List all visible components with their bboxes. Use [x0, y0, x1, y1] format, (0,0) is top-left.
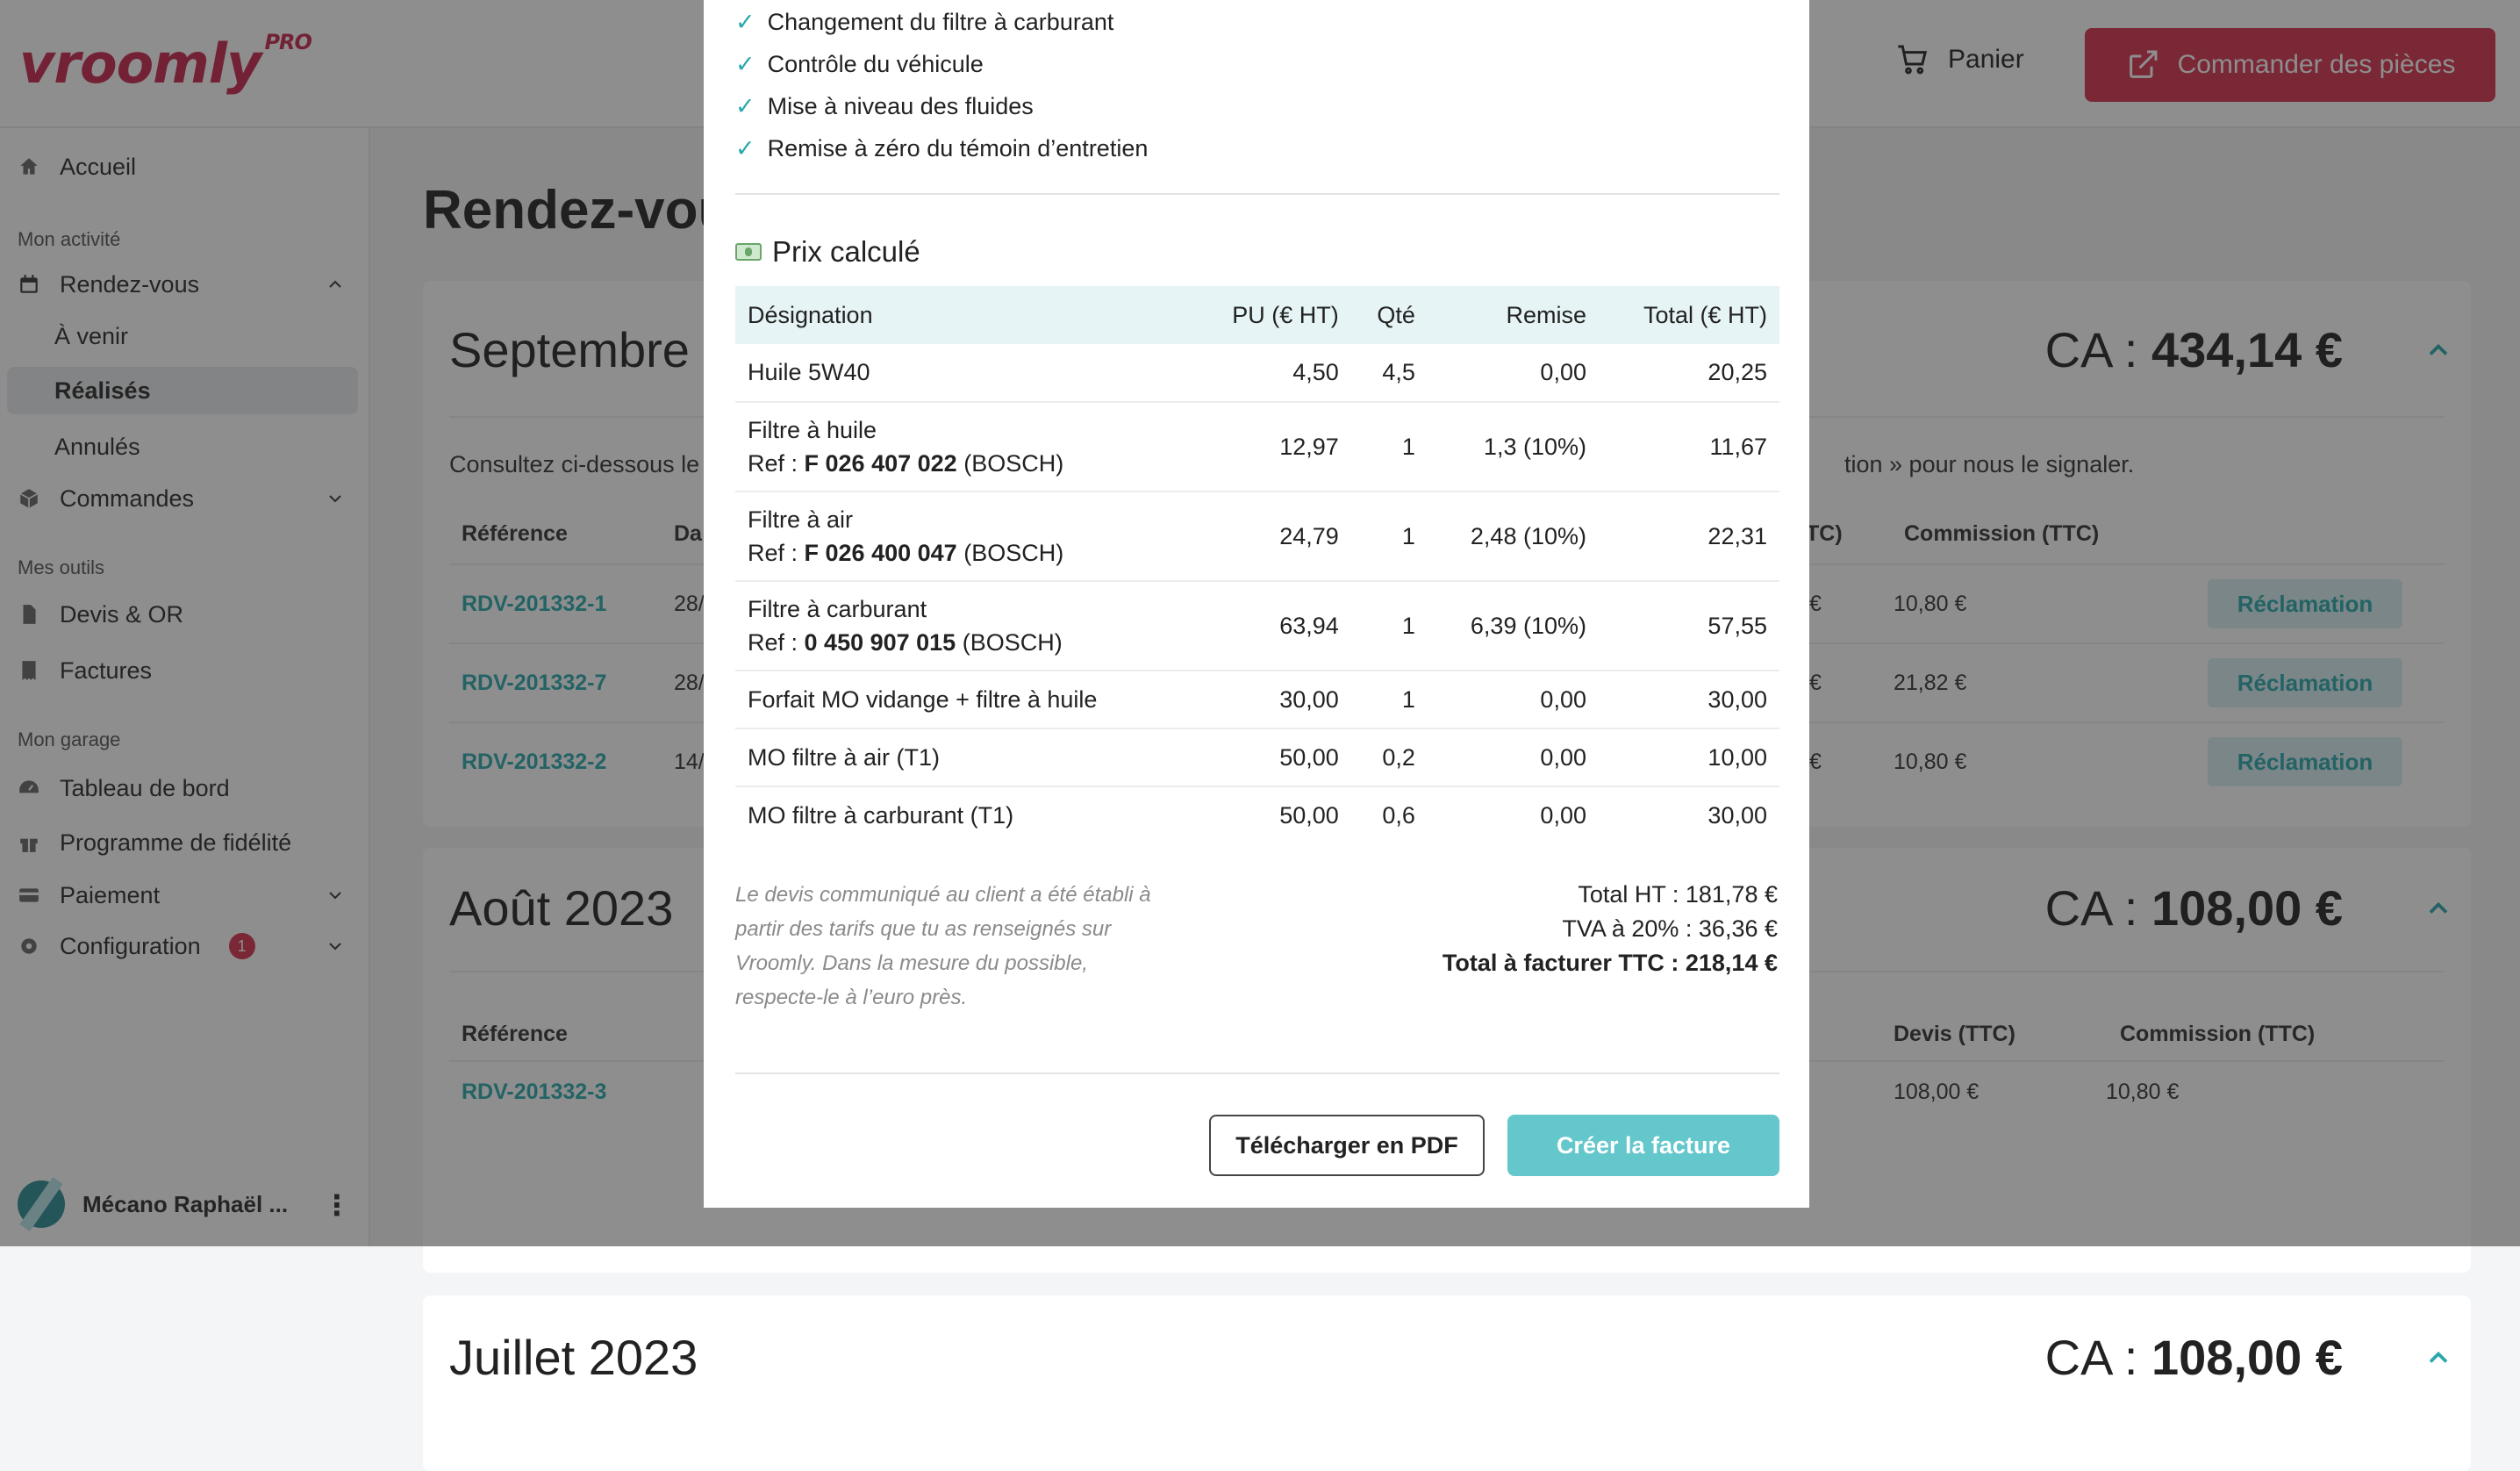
line-designation: Huile 5W40: [735, 344, 1192, 402]
column-header-discount: Remise: [1428, 286, 1599, 344]
checklist-item: ✓ Remise à zéro du témoin d’entretien: [735, 135, 1149, 161]
line-unit-price: 12,97: [1192, 402, 1351, 492]
line-unit-price: 4,50: [1192, 344, 1351, 402]
checklist-item: ✓ Changement du filtre à carburant: [735, 9, 1114, 35]
line-discount: 6,39 (10%): [1428, 581, 1599, 671]
line-total: 30,00: [1599, 671, 1779, 728]
line-total: 57,55: [1599, 581, 1779, 671]
line-unit-price: 24,79: [1192, 492, 1351, 581]
line-quantity: 4,5: [1351, 344, 1428, 402]
check-icon: ✓: [735, 135, 755, 161]
checklist-item: ✓ Mise à niveau des fluides: [735, 93, 1034, 119]
total-ht: Total HT : 181,78 €: [1578, 881, 1778, 908]
divider: [735, 193, 1779, 195]
column-header-quantity: Qté: [1351, 286, 1428, 344]
table-row: [735, 581, 1779, 671]
table-row: [735, 492, 1779, 581]
price-section-title: Prix calculé: [735, 235, 920, 269]
total-ttc: Total à facturer TTC : 218,14 €: [1442, 950, 1778, 976]
price-table: [735, 286, 1779, 844]
line-discount: 0,00: [1428, 728, 1599, 786]
line-total: 22,31: [1599, 492, 1779, 581]
part-reference: Ref : 0 450 907 015 (BOSCH): [748, 629, 1063, 656]
create-invoice-button[interactable]: Créer la facture: [1507, 1115, 1779, 1176]
line-quantity: 1: [1351, 492, 1428, 581]
check-icon: ✓: [735, 9, 755, 35]
part-reference: Ref : F 026 407 022 (BOSCH): [748, 450, 1064, 477]
line-quantity: 1: [1351, 671, 1428, 728]
totals-block: [1443, 878, 1778, 980]
line-discount: 0,00: [1540, 802, 1586, 829]
line-designation: MO filtre à carburant (T1): [748, 802, 1014, 829]
quote-disclaimer: Le devis communiqué au client a été établi à partir des tarifs que tu as renseignés sur Vroomly. Dans la mesure du possible, respecte-le à l’euro près.: [735, 883, 1151, 1009]
table-row: [735, 402, 1779, 492]
table-row: [735, 728, 1779, 786]
column-header-designation: Désignation: [735, 286, 1192, 344]
line-quantity: 0,6: [1382, 802, 1415, 829]
line-designation: MO filtre à air (T1): [735, 728, 1192, 786]
line-unit-price: 50,00: [1279, 802, 1339, 829]
line-discount: 0,00: [1428, 671, 1599, 728]
line-total: 20,25: [1599, 344, 1779, 402]
line-quantity: 1: [1351, 581, 1428, 671]
table-header-row: [735, 286, 1779, 344]
check-icon: ✓: [735, 51, 755, 77]
line-unit-price: 63,94: [1192, 581, 1351, 671]
check-icon: ✓: [735, 93, 755, 119]
table-row: [735, 786, 1779, 844]
line-discount: 0,00: [1428, 344, 1599, 402]
line-unit-price: 30,00: [1192, 671, 1351, 728]
month-revenue: CA : 108,00 €: [2044, 1330, 2343, 1385]
line-discount: 1,3 (10%): [1428, 402, 1599, 492]
line-quantity: 0,2: [1351, 728, 1428, 786]
column-header-unit-price: PU (€ HT): [1192, 286, 1351, 344]
line-designation: Filtre à huile Ref : F 026 407 022 (BOSCH): [735, 402, 1192, 492]
line-total: 11,67: [1599, 402, 1779, 492]
chevron-up-icon[interactable]: [2425, 1345, 2452, 1371]
line-quantity: 1: [1351, 402, 1428, 492]
line-designation: Filtre à air Ref : F 026 400 047 (BOSCH): [735, 492, 1192, 581]
month-card-july: [423, 1295, 2471, 1471]
invoice-modal: [704, 0, 1809, 1208]
line-unit-price: 50,00: [1192, 728, 1351, 786]
vat-amount: TVA à 20% : 36,36 €: [1562, 915, 1778, 942]
checklist-item: ✓ Contrôle du véhicule: [735, 51, 984, 77]
part-reference: Ref : F 026 400 047 (BOSCH): [748, 540, 1064, 566]
line-total: 10,00: [1599, 728, 1779, 786]
column-header-total: Total (€ HT): [1599, 286, 1779, 344]
divider: [735, 1073, 1779, 1074]
table-row: [735, 671, 1779, 728]
line-designation: Filtre à carburant Ref : 0 450 907 015 (BOSCH): [735, 581, 1192, 671]
banknote-icon: [735, 243, 762, 261]
line-total: 30,00: [1707, 802, 1767, 829]
download-pdf-button[interactable]: Télécharger en PDF: [1209, 1115, 1485, 1176]
line-discount: 2,48 (10%): [1428, 492, 1599, 581]
table-row: [735, 344, 1779, 402]
line-designation: Forfait MO vidange + filtre à huile: [735, 671, 1192, 728]
month-title: Juillet 2023: [449, 1330, 698, 1385]
